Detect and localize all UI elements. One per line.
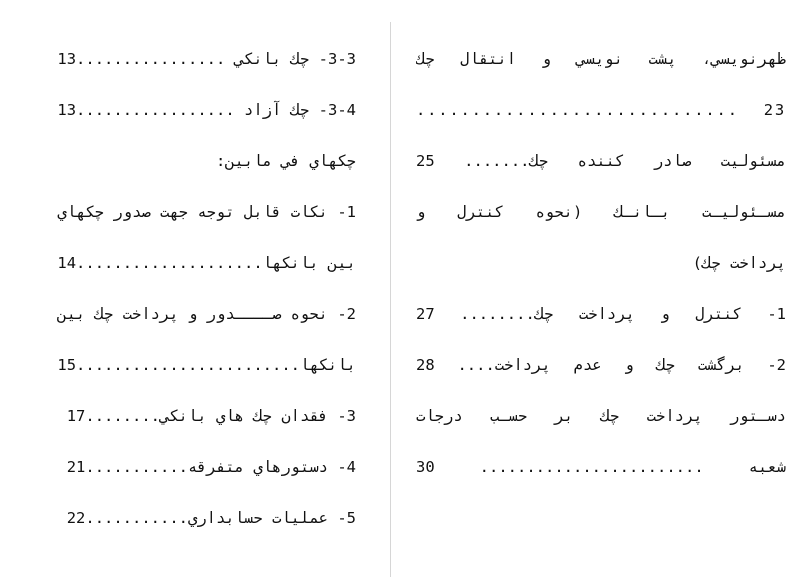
toc-line: 3- فقدان چك هاي بانكي........17 [66, 407, 356, 425]
toc-section-heading: چكهاي في مابين: [216, 152, 356, 170]
toc-left-column [0, 34, 356, 544]
toc-line: پرداخت چك) [692, 254, 786, 272]
toc-line: دسـتور پرداخت چك بر حسـب درجات [416, 407, 786, 425]
toc-line: 2- برگشت چك و عدم پرداخت.... 28 [416, 356, 786, 374]
toc-line: مسئوليت صادر كننده چك....... 25 [416, 152, 786, 170]
toc-line: بانكها........................15 [57, 356, 356, 374]
toc-line: بين بانكها....................14 [57, 254, 356, 272]
toc-right-column [416, 34, 786, 493]
toc-line: مسـئوليـت بـانـك (نحوه كنترل و [416, 203, 786, 221]
toc-line: 3-4- چك آزاد .................13 [57, 101, 356, 119]
toc-line: 2- نحوه صــــدور و پرداخت چك بين [57, 305, 356, 323]
toc-line: 4- دستورهاي متفرقه...........21 [66, 458, 356, 476]
toc-line: ظهرنويسي، پشت نويسي و انتقال چك [416, 50, 786, 68]
column-divider [390, 22, 391, 577]
toc-line: 3-3- چك بانكي ................13 [57, 50, 356, 68]
toc-line: 23 ............................. [416, 101, 786, 119]
toc-line: 1- نكات قابل توجه جهت صدور چكهاي [57, 203, 356, 221]
toc-line: شعبه ........................ 30 [416, 458, 786, 476]
toc-line: 5- عمليات حسابداري...........22 [66, 509, 356, 527]
toc-line: 1- كنترل و پرداخت چك........ 27 [416, 305, 786, 323]
